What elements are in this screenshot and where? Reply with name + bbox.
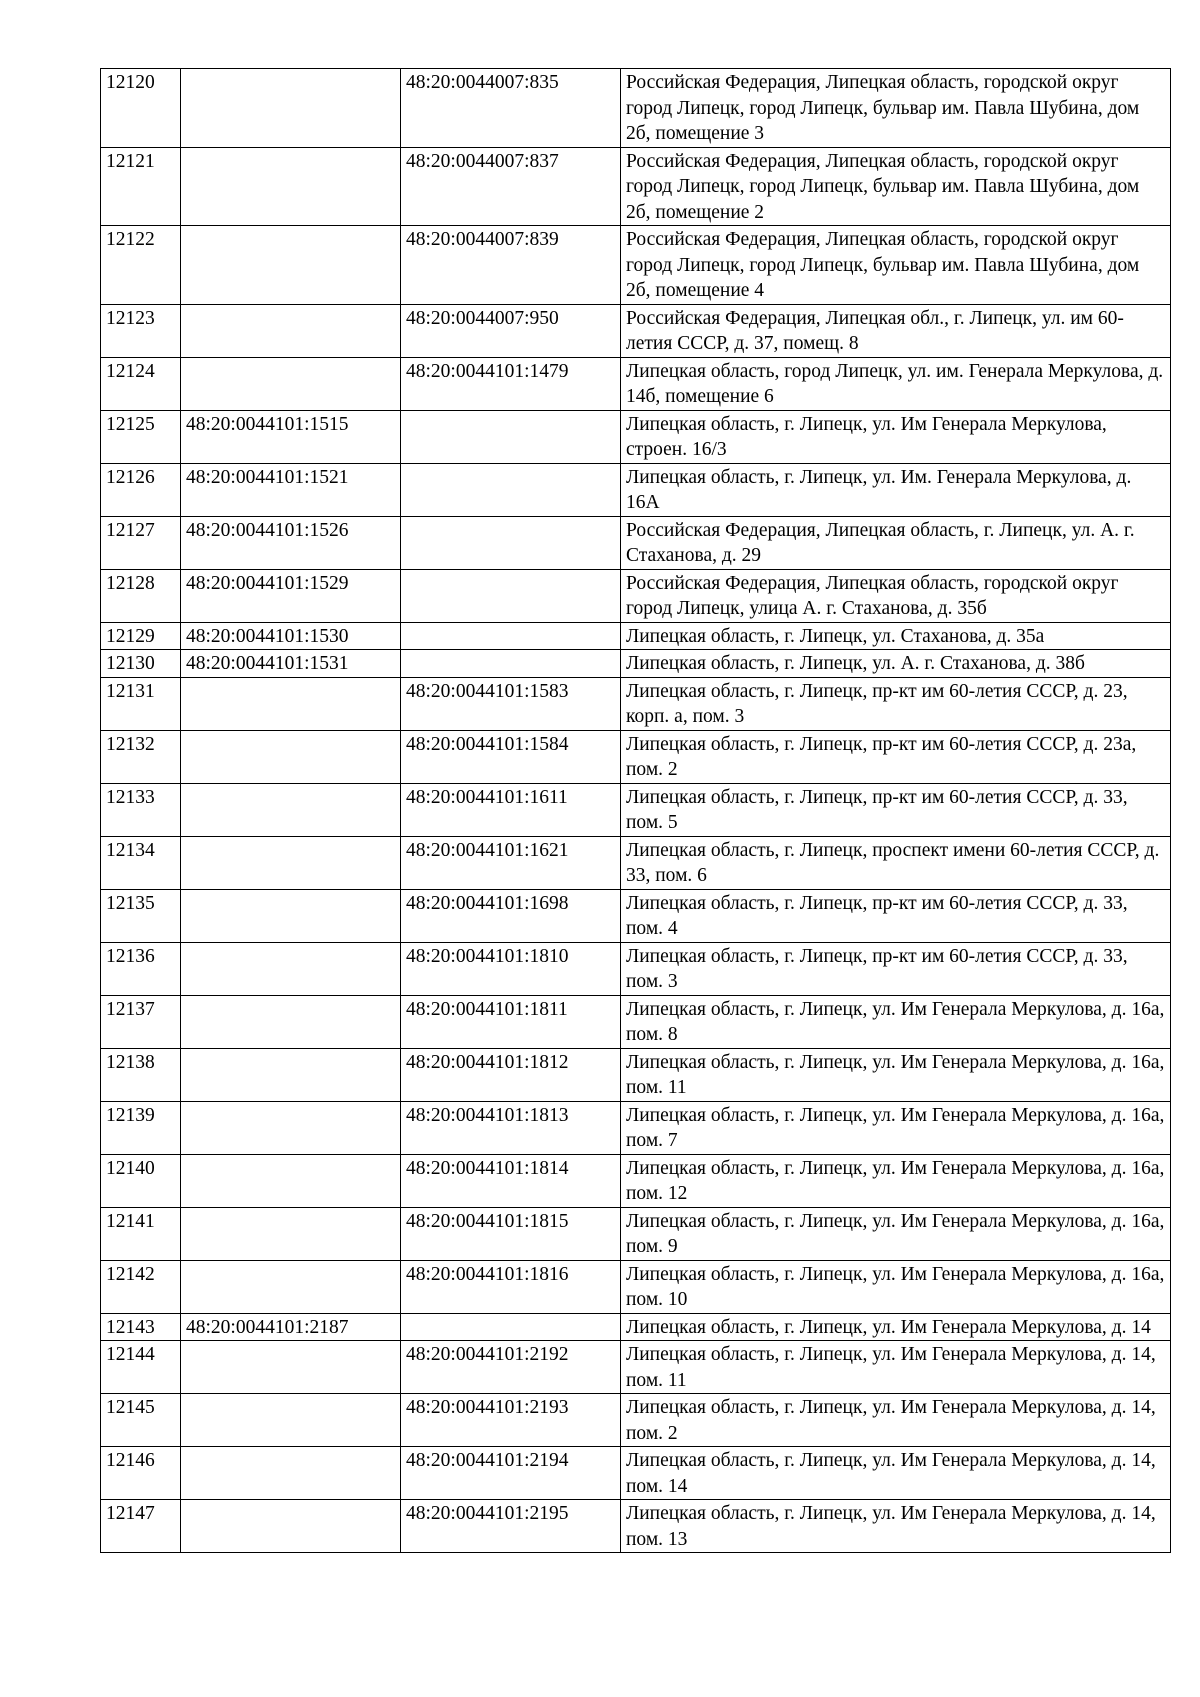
object-cadastral-number-cell: 48:20:0044101:1816 [401, 1260, 621, 1313]
table-row [101, 226, 1171, 305]
object-cadastral-number-cell [401, 650, 621, 678]
row-number-cell: 12131 [101, 677, 181, 730]
table-row [101, 730, 1171, 783]
address-cell: Липецкая область, г. Липецк, пр-кт им 60-летия СССР, д. 33, пом. 3 [621, 942, 1171, 995]
table-row [101, 516, 1171, 569]
row-number-cell: 12122 [101, 226, 181, 305]
row-number-cell: 12120 [101, 69, 181, 148]
land-cadastral-number-cell [181, 69, 401, 148]
object-cadastral-number-cell: 48:20:0044101:2194 [401, 1447, 621, 1500]
table-row [101, 463, 1171, 516]
object-cadastral-number-cell: 48:20:0044101:1811 [401, 995, 621, 1048]
row-number-cell: 12133 [101, 783, 181, 836]
table-row [101, 304, 1171, 357]
table-row [101, 569, 1171, 622]
row-number-cell: 12123 [101, 304, 181, 357]
object-cadastral-number-cell: 48:20:0044101:1479 [401, 357, 621, 410]
object-cadastral-number-cell: 48:20:0044101:1813 [401, 1101, 621, 1154]
row-number-cell: 12146 [101, 1447, 181, 1500]
table-row [101, 147, 1171, 226]
land-cadastral-number-cell [181, 942, 401, 995]
row-number-cell: 12127 [101, 516, 181, 569]
table-row [101, 1500, 1171, 1553]
table-row [101, 410, 1171, 463]
object-cadastral-number-cell: 48:20:0044101:2195 [401, 1500, 621, 1553]
object-cadastral-number-cell: 48:20:0044101:1584 [401, 730, 621, 783]
address-cell: Липецкая область, г. Липецк, пр-кт им 60-летия СССР, д. 33, пом. 5 [621, 783, 1171, 836]
address-cell: Липецкая область, г. Липецк, ул. Им Генерала Меркулова, д. 14, пом. 14 [621, 1447, 1171, 1500]
object-cadastral-number-cell: 48:20:0044007:835 [401, 69, 621, 148]
land-cadastral-number-cell [181, 889, 401, 942]
land-cadastral-number-cell: 48:20:0044101:1529 [181, 569, 401, 622]
address-cell: Липецкая область, г. Липецк, ул. А. г. Стаханова, д. 38б [621, 650, 1171, 678]
object-cadastral-number-cell: 48:20:0044101:1810 [401, 942, 621, 995]
object-cadastral-number-cell: 48:20:0044007:837 [401, 147, 621, 226]
land-cadastral-number-cell [181, 1101, 401, 1154]
row-number-cell: 12125 [101, 410, 181, 463]
registry-table [100, 68, 1171, 1553]
row-number-cell: 12143 [101, 1313, 181, 1341]
address-cell: Российская Федерация, Липецкая область, городской округ город Липецк, улица А. г. Стаханова, д. 35б [621, 569, 1171, 622]
land-cadastral-number-cell [181, 1207, 401, 1260]
row-number-cell: 12124 [101, 357, 181, 410]
object-cadastral-number-cell [401, 463, 621, 516]
object-cadastral-number-cell: 48:20:0044101:1812 [401, 1048, 621, 1101]
address-cell: Липецкая область, г. Липецк, пр-кт им 60-летия СССР, д. 23а, пом. 2 [621, 730, 1171, 783]
table-row [101, 650, 1171, 678]
table-row [101, 677, 1171, 730]
table-row [101, 1313, 1171, 1341]
land-cadastral-number-cell: 48:20:0044101:2187 [181, 1313, 401, 1341]
table-row [101, 357, 1171, 410]
address-cell: Российская Федерация, Липецкая область, городской округ город Липецк, город Липецк, бульвар им. Павла Шубина, дом 2б, помещение 4 [621, 226, 1171, 305]
object-cadastral-number-cell: 48:20:0044101:2193 [401, 1394, 621, 1447]
object-cadastral-number-cell: 48:20:0044101:1621 [401, 836, 621, 889]
address-cell: Российская Федерация, Липецкая обл., г. Липецк, ул. им 60-летия СССР, д. 37, помещ. 8 [621, 304, 1171, 357]
land-cadastral-number-cell [181, 1394, 401, 1447]
table-row [101, 1394, 1171, 1447]
land-cadastral-number-cell [181, 147, 401, 226]
address-cell: Российская Федерация, Липецкая область, г. Липецк, ул. А. г. Стаханова, д. 29 [621, 516, 1171, 569]
object-cadastral-number-cell: 48:20:0044101:1611 [401, 783, 621, 836]
row-number-cell: 12137 [101, 995, 181, 1048]
address-cell: Липецкая область, г. Липецк, ул. Им Генерала Меркулова, д. 16а, пом. 10 [621, 1260, 1171, 1313]
document-page [100, 68, 1170, 1553]
object-cadastral-number-cell: 48:20:0044007:839 [401, 226, 621, 305]
table-row [101, 1447, 1171, 1500]
address-cell: Липецкая область, г. Липецк, ул. Им. Генерала Меркулова, д. 16А [621, 463, 1171, 516]
row-number-cell: 12145 [101, 1394, 181, 1447]
address-cell: Липецкая область, г. Липецк, ул. Им Генерала Меркулова, д. 16а, пом. 8 [621, 995, 1171, 1048]
address-cell: Липецкая область, г. Липецк, проспект имени 60-летия СССР, д. 33, пом. 6 [621, 836, 1171, 889]
land-cadastral-number-cell [181, 1341, 401, 1394]
row-number-cell: 12126 [101, 463, 181, 516]
object-cadastral-number-cell: 48:20:0044101:1583 [401, 677, 621, 730]
land-cadastral-number-cell [181, 1447, 401, 1500]
object-cadastral-number-cell: 48:20:0044101:1814 [401, 1154, 621, 1207]
table-row [101, 1154, 1171, 1207]
address-cell: Липецкая область, г. Липецк, пр-кт им 60-летия СССР, д. 33, пом. 4 [621, 889, 1171, 942]
land-cadastral-number-cell: 48:20:0044101:1530 [181, 622, 401, 650]
row-number-cell: 12136 [101, 942, 181, 995]
table-row [101, 622, 1171, 650]
address-cell: Липецкая область, г. Липецк, ул. Им Генерала Меркулова, д. 14, пом. 13 [621, 1500, 1171, 1553]
address-cell: Липецкая область, г. Липецк, ул. Им Генерала Меркулова, д. 16а, пом. 9 [621, 1207, 1171, 1260]
row-number-cell: 12135 [101, 889, 181, 942]
row-number-cell: 12144 [101, 1341, 181, 1394]
land-cadastral-number-cell [181, 1260, 401, 1313]
address-cell: Липецкая область, г. Липецк, ул. Им Генерала Меркулова, д. 14 [621, 1313, 1171, 1341]
object-cadastral-number-cell [401, 622, 621, 650]
address-cell: Липецкая область, г. Липецк, ул. Стаханова, д. 35а [621, 622, 1171, 650]
address-cell: Липецкая область, г. Липецк, ул. Им Генерала Меркулова, д. 16а, пом. 7 [621, 1101, 1171, 1154]
address-cell: Липецкая область, г. Липецк, ул. Им Генерала Меркулова, д. 16а, пом. 11 [621, 1048, 1171, 1101]
table-row [101, 889, 1171, 942]
object-cadastral-number-cell [401, 1313, 621, 1341]
row-number-cell: 12140 [101, 1154, 181, 1207]
land-cadastral-number-cell [181, 1048, 401, 1101]
row-number-cell: 12142 [101, 1260, 181, 1313]
object-cadastral-number-cell [401, 516, 621, 569]
address-cell: Липецкая область, город Липецк, ул. им. Генерала Меркулова, д. 14б, помещение 6 [621, 357, 1171, 410]
table-row [101, 1048, 1171, 1101]
address-cell: Липецкая область, г. Липецк, пр-кт им 60-летия СССР, д. 23, корп. а, пом. 3 [621, 677, 1171, 730]
address-cell: Липецкая область, г. Липецк, ул. Им Генерала Меркулова, д. 14, пом. 11 [621, 1341, 1171, 1394]
row-number-cell: 12134 [101, 836, 181, 889]
row-number-cell: 12147 [101, 1500, 181, 1553]
land-cadastral-number-cell: 48:20:0044101:1526 [181, 516, 401, 569]
land-cadastral-number-cell: 48:20:0044101:1515 [181, 410, 401, 463]
object-cadastral-number-cell [401, 569, 621, 622]
row-number-cell: 12121 [101, 147, 181, 226]
table-row [101, 995, 1171, 1048]
row-number-cell: 12130 [101, 650, 181, 678]
land-cadastral-number-cell [181, 995, 401, 1048]
land-cadastral-number-cell [181, 226, 401, 305]
address-cell: Липецкая область, г. Липецк, ул. Им Генерала Меркулова, д. 16а, пом. 12 [621, 1154, 1171, 1207]
object-cadastral-number-cell: 48:20:0044101:1815 [401, 1207, 621, 1260]
table-row [101, 1101, 1171, 1154]
row-number-cell: 12132 [101, 730, 181, 783]
land-cadastral-number-cell: 48:20:0044101:1521 [181, 463, 401, 516]
object-cadastral-number-cell: 48:20:0044101:1698 [401, 889, 621, 942]
table-row [101, 1260, 1171, 1313]
table-row [101, 836, 1171, 889]
table-row [101, 69, 1171, 148]
land-cadastral-number-cell [181, 836, 401, 889]
land-cadastral-number-cell [181, 1154, 401, 1207]
object-cadastral-number-cell: 48:20:0044101:2192 [401, 1341, 621, 1394]
row-number-cell: 12129 [101, 622, 181, 650]
table-row [101, 942, 1171, 995]
address-cell: Липецкая область, г. Липецк, ул. Им Генерала Меркулова, д. 14, пом. 2 [621, 1394, 1171, 1447]
row-number-cell: 12138 [101, 1048, 181, 1101]
address-cell: Российская Федерация, Липецкая область, городской округ город Липецк, город Липецк, бульвар им. Павла Шубина, дом 2б, помещение 2 [621, 147, 1171, 226]
row-number-cell: 12141 [101, 1207, 181, 1260]
land-cadastral-number-cell [181, 677, 401, 730]
land-cadastral-number-cell [181, 304, 401, 357]
land-cadastral-number-cell [181, 357, 401, 410]
address-cell: Липецкая область, г. Липецк, ул. Им Генерала Меркулова, строен. 16/3 [621, 410, 1171, 463]
object-cadastral-number-cell [401, 410, 621, 463]
land-cadastral-number-cell: 48:20:0044101:1531 [181, 650, 401, 678]
address-cell: Российская Федерация, Липецкая область, городской округ город Липецк, город Липецк, бульвар им. Павла Шубина, дом 2б, помещение 3 [621, 69, 1171, 148]
table-row [101, 1341, 1171, 1394]
row-number-cell: 12139 [101, 1101, 181, 1154]
object-cadastral-number-cell: 48:20:0044007:950 [401, 304, 621, 357]
registry-table-body [101, 69, 1171, 1553]
row-number-cell: 12128 [101, 569, 181, 622]
land-cadastral-number-cell [181, 783, 401, 836]
table-row [101, 1207, 1171, 1260]
land-cadastral-number-cell [181, 1500, 401, 1553]
table-row [101, 783, 1171, 836]
land-cadastral-number-cell [181, 730, 401, 783]
